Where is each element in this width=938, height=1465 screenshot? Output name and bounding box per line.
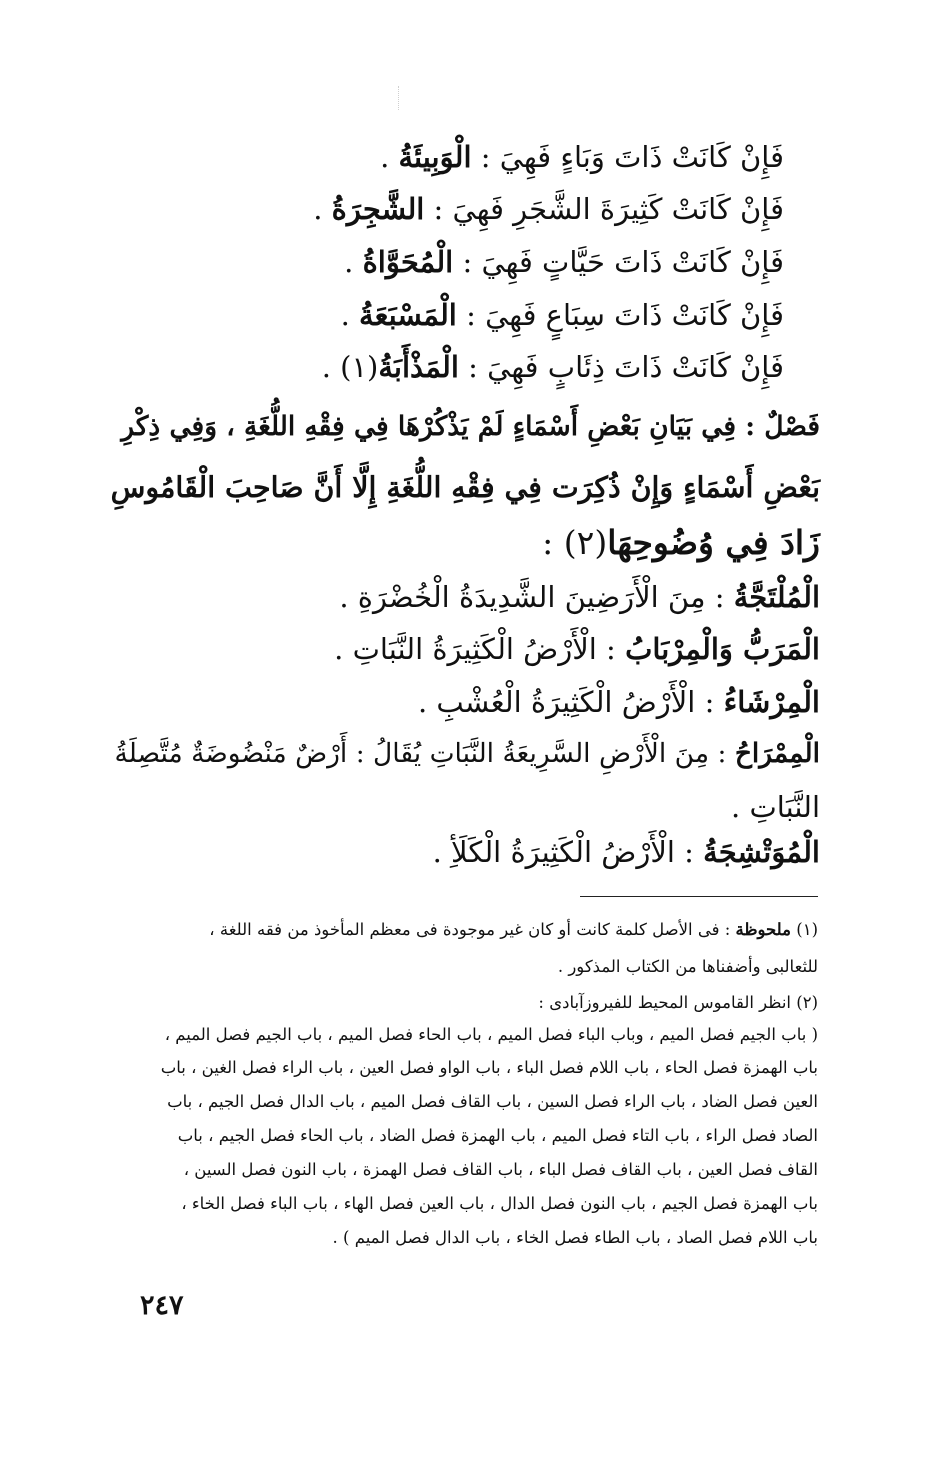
verse-line: فَإِنْ كَانَتْ ذَاتَ حَيَّاتٍ فَهِيَ : الْمُحَوَّاةُ .	[344, 245, 784, 279]
glossary-entry: الْمِمْرَاحُ : مِنَ الْأَرْضِ السَّرِيعَةُ النَّبَاتِ يُقَالُ : أَرْضٌ مَنْضُوضَةٌ مُتَّصِلَةُ	[114, 738, 820, 769]
verse-line: فَإِنْ كَانَتْ كَثِيرَةَ الشَّجَرِ فَهِيَ : الشَّجِرَةُ .	[313, 192, 784, 226]
glossary-entry: الْمُوَتْشِجَةُ : الْأَرْضُ الْكَثِيرَةُ الْكَلَأِ .	[432, 835, 820, 869]
footnote-2-line: العين فصل الضاد ، باب الراء فصل السين ، باب القاف فصل الميم ، باب الدال فصل الجيم ، باب	[167, 1092, 818, 1111]
footnote-2-line: ( باب الجيم فصل الميم ، وباب الباء فصل الميم ، باب الحاء فصل الميم ، باب الجيم فصل الميم ،	[164, 1025, 818, 1044]
footnote-2-line: القاف فصل العين ، باب القاف فصل الباء ، باب القاف فصل الهمزة ، باب النون فصل السين ،	[183, 1160, 818, 1179]
scan-artifact	[398, 86, 401, 110]
section-heading-line: زَادَ فِي وُضُوحِهَا(٢) :	[542, 523, 820, 562]
verse-line: فَإِنْ كَانَتْ ذَاتَ ذِئَابٍ فَهِيَ : الْمَذْأَبَةُ(١) .	[321, 350, 784, 384]
footnote-2-line: باب الهمزة فصل الجيم ، باب النون فصل الدال ، باب العين فصل الهاء ، باب الباء فصل الخاء ،	[181, 1194, 818, 1213]
glossary-entry: الْمَرَبُّ وَالْمِرْبَابُ : الْأَرْضُ الْكَثِيرَةُ النَّبَاتِ .	[334, 632, 820, 666]
footnote-separator	[580, 896, 818, 897]
footnote-2-line: باب اللام فصل الصاد ، باب الطاء فصل الخاء ، باب الدال فصل الميم ) .	[332, 1228, 818, 1247]
glossary-entry-continuation: النَّبَاتِ .	[731, 790, 820, 824]
glossary-entry: الْمُلْتَجَّةُ : مِنَ الْأَرَضِينَ الشَّدِيدَةُ الْخُضْرَةِ .	[339, 580, 820, 614]
page-number: ٢٤٧	[140, 1290, 184, 1321]
section-heading-line: بَعْضِ أَسْمَاءٍ وَإِنْ ذُكِرَت فِي فِقْهِ اللُّغَةِ إِلَّا أَنَّ صَاحِبَ الْقَامُوسِ	[110, 470, 820, 504]
footnote-1: (١) ملحوظة : فى الأصل كلمة كانت أو كان غير موجودة فى معظم المأخوذ من فقه اللغة ،	[209, 920, 818, 939]
footnote-1-continuation: للثعالبى وأضفناها من الكتاب المذكور .	[557, 957, 818, 976]
glossary-entry: الْمِرْشَاءُ : الْأَرْضُ الْكَثِيرَةُ الْعُشْبِ .	[417, 685, 820, 719]
verse-line: فَإِنْ كَانَتْ ذَاتَ سِبَاعٍ فَهِيَ : الْمَسْبَعَةُ .	[340, 298, 784, 332]
verse-line: فَإِنْ كَانَتْ ذَاتَ وَبَاءٍ فَهِيَ : الْوَبِيئَةُ .	[380, 140, 784, 174]
footnote-2-line: الصاد فصل الراء ، باب التاء فصل الميم ، باب الهمزة فصل الضاد ، باب الحاء فصل الجيم ، باب	[177, 1126, 818, 1145]
section-heading-line: فَصْلٌ : فِي بَيَانِ بَعْضِ أَسْمَاءٍ لَمْ يَذْكُرْهَا فِي فِقْهِ اللُّغَةِ ، وَفِي ذِكْرِ	[121, 411, 820, 442]
footnote-2-line: باب الهمزة فصل الحاء ، باب اللام فصل الباء ، باب الواو فصل العين ، باب الراء فصل الغين ، باب	[160, 1058, 818, 1077]
footnote-2: (٢) انظر القاموس المحيط للفيروزآبادى :	[538, 993, 818, 1012]
